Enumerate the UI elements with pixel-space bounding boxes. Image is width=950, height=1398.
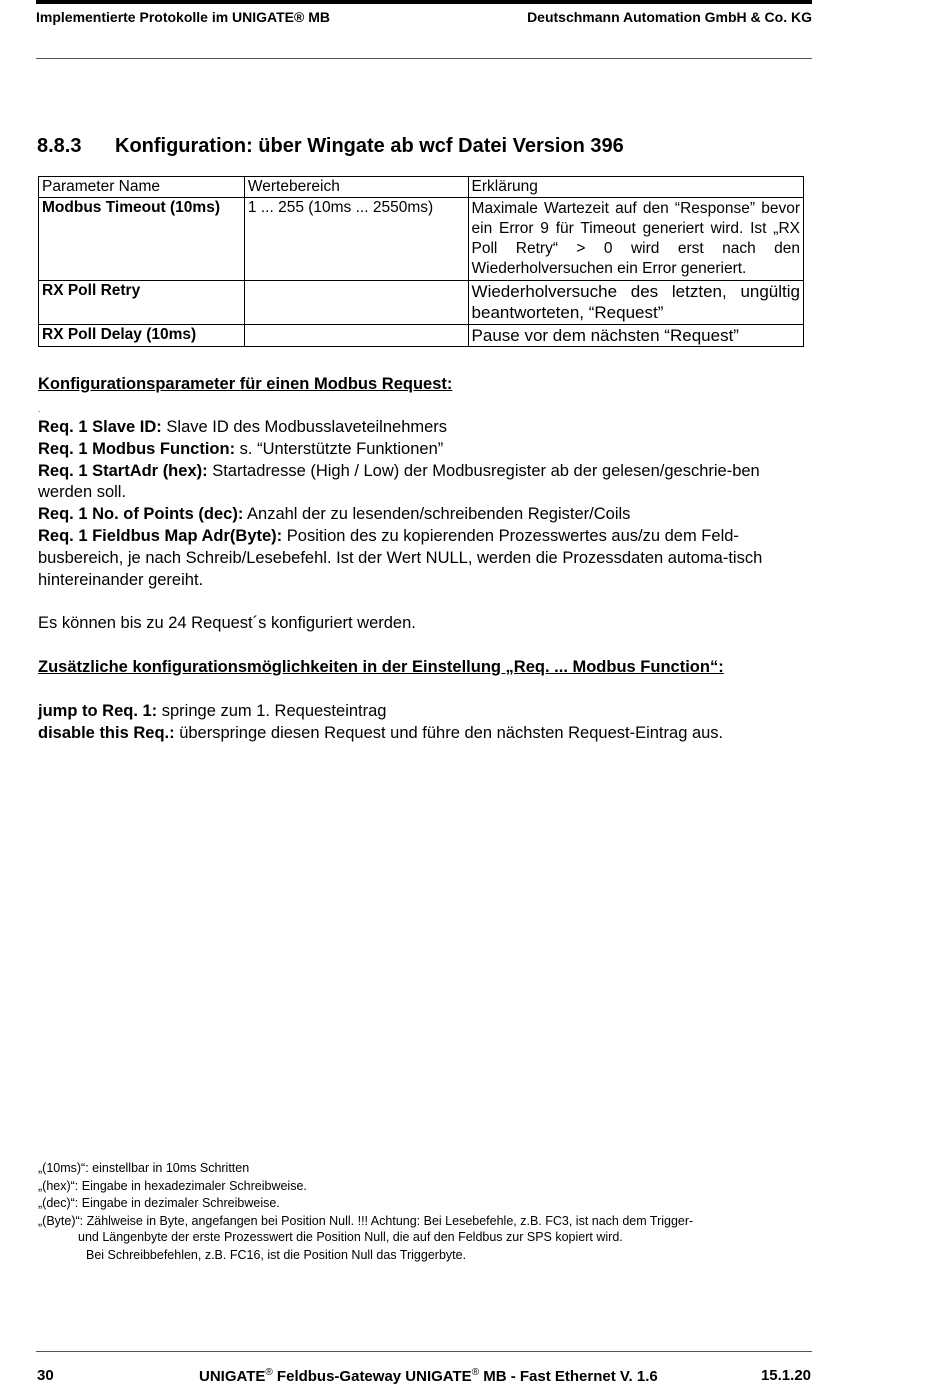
- section-title-text: Konfiguration: über Wingate ab wcf Datei Version 396: [115, 135, 624, 157]
- param-range: 1 ... 255 (10ms ... 2550ms): [244, 198, 468, 281]
- footnote-continuation: und Längenbyte der erste Prozesswert die Position Null, die auf den Feldbus zur SPS kopiert wird.: [78, 1230, 623, 1244]
- table-row: [39, 325, 804, 347]
- config-item-text: Startadresse (High / Low) der Modbusregister ab der gelesen/geschrie-ben werden soll.: [38, 461, 760, 502]
- footer-registered-mark: ®: [471, 1367, 480, 1378]
- extra-section: [38, 657, 814, 679]
- config-item-text: Slave ID des Modbusslaveteilnehmers: [161, 418, 448, 436]
- header-divider: [36, 58, 812, 59]
- footer-date: 15.1.20: [760, 1367, 811, 1384]
- extra-heading: Zusätzliche konfigurationsmöglichkeiten in der Einstellung „Req. ... Modbus Function“:: [38, 658, 724, 676]
- param-name: Modbus Timeout (10ms): [39, 198, 245, 281]
- footnote: „(dec)“: Eingabe in dezimaler Schreibweise.: [38, 1196, 280, 1210]
- section-title: [37, 135, 624, 158]
- config-heading: Konfigurationsparameter für einen Modbus Request:: [38, 375, 453, 393]
- extra-item-label: disable this Req.:: [38, 723, 175, 742]
- config-item-text: Position des zu kopierenden Prozesswertes aus/zu dem Feld-busbereich, je nach Schreib/Lesebefehl. Ist der Wert NULL, werden die Prozessdaten automa-tisch hintereinander gereiht.: [38, 526, 763, 589]
- footnote: „(Byte)“: Zählweise in Byte, angefangen bei Position Null. !!! Achtung: Bei Lesebefehle, z.B. FC3, ist nach dem Trigger-: [38, 1213, 694, 1228]
- config-list: [38, 417, 814, 591]
- table-header-row: [39, 177, 804, 198]
- table-header-cell: Parameter Name: [39, 177, 245, 198]
- param-description: Pause vor dem nächsten “Request”: [468, 325, 803, 347]
- config-item-text: Anzahl der zu lesenden/schreibenden Register/Coils: [243, 505, 631, 524]
- parameter-table: [38, 176, 804, 347]
- config-item-label: Req. 1 Modbus Function:: [38, 439, 236, 458]
- section-number: 8.8.3: [37, 135, 82, 157]
- footer-product: [199, 1367, 658, 1385]
- param-description: Wiederholversuche des letzten, ungültig beantworteten, “Request”: [468, 281, 803, 325]
- config-item-label: Req. 1 StartAdr (hex):: [38, 461, 208, 480]
- extra-item: [38, 701, 814, 723]
- table-row: [39, 281, 804, 325]
- footnotes: [38, 1160, 818, 1265]
- footer-divider: [36, 1351, 812, 1352]
- footnote-continuation: Bei Schreibbefehlen, z.B. FC16, ist die Position Null das Triggerbyte.: [86, 1248, 467, 1262]
- footer-product-a: UNIGATE: [199, 1368, 266, 1385]
- header-left-title: Implementierte Protokolle im UNIGATE® MB: [36, 9, 330, 25]
- config-item-label: Req. 1 Slave ID:: [38, 418, 162, 436]
- param-name: RX Poll Delay (10ms): [39, 325, 245, 347]
- config-item-label: Req. 1 Fieldbus Map Adr(Byte):: [38, 526, 283, 545]
- config-item: [38, 526, 814, 591]
- footnote: „(10ms)“: einstellbar in 10ms Schritten: [38, 1161, 250, 1175]
- extra-item-text: überspringe diesen Request und führe den nächsten Request-Eintrag aus.: [174, 723, 724, 742]
- stray-dot: .: [38, 405, 41, 414]
- extra-item: [38, 723, 814, 745]
- config-item-label: Req. 1 No. of Points (dec):: [38, 505, 244, 524]
- param-name: RX Poll Retry: [39, 281, 245, 325]
- header-right-company: Deutschmann Automation GmbH & Co. KG: [527, 9, 812, 25]
- table-row: [39, 198, 804, 281]
- extra-item-text: springe zum 1. Requesteintrag: [157, 702, 387, 720]
- footer-product-c: MB - Fast Ethernet V. 1.6: [479, 1368, 658, 1385]
- table-header-cell: Wertebereich: [244, 177, 468, 198]
- config-item: [38, 504, 814, 526]
- config-item: [38, 439, 814, 461]
- footnote: „(hex)“: Eingabe in hexadezimaler Schreibweise.: [38, 1178, 307, 1193]
- footer-product-b: Feldbus-Gateway UNIGATE: [272, 1368, 472, 1385]
- extra-list: [38, 701, 814, 745]
- extra-item-label: jump to Req. 1:: [38, 702, 158, 720]
- config-section: [38, 374, 814, 396]
- config-item: [38, 417, 814, 439]
- config-item: [38, 461, 814, 505]
- param-description: Maximale Wartezeit auf den “Response” bevor ein Error 9 für Timeout generiert wird. Ist „RX Poll Retry“ > 0 wird erst nach den Wiederholversuchen ein Error generiert.: [468, 198, 803, 281]
- config-item-text: s. “Unterstützte Funktionen”: [235, 439, 444, 458]
- param-range: [244, 325, 468, 347]
- request-count-note: Es können bis zu 24 Request´s konfiguriert werden.: [38, 614, 416, 632]
- header-top-rule: [36, 0, 812, 4]
- table-header-cell: Erklärung: [468, 177, 803, 198]
- footer-registered-mark: ®: [265, 1367, 273, 1378]
- footer-page-number: 30: [37, 1367, 54, 1384]
- param-range: [244, 281, 468, 325]
